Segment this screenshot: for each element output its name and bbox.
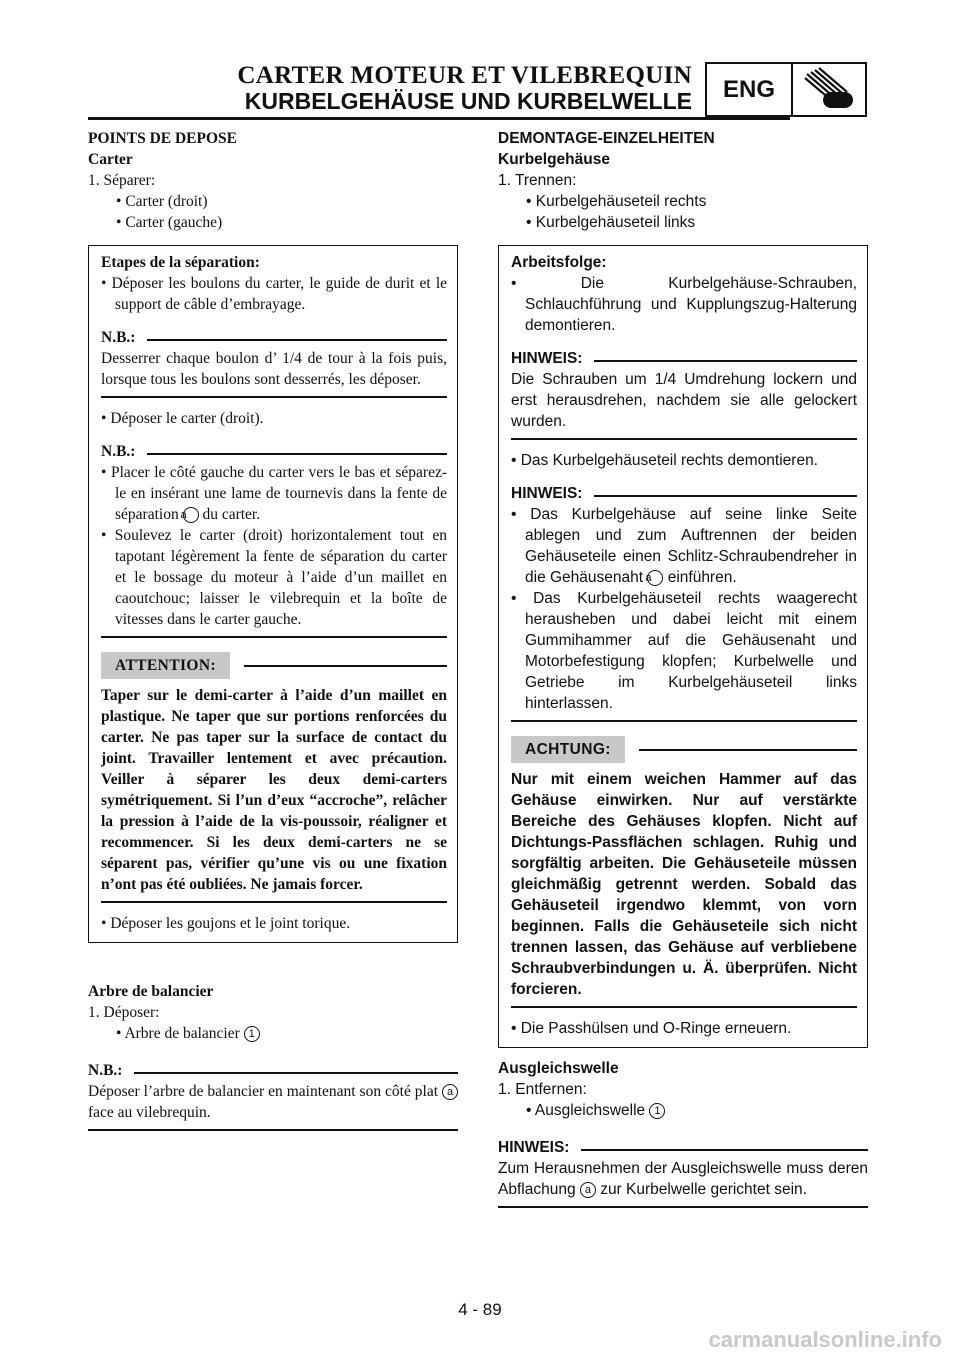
column-german <box>498 128 868 1218</box>
divider <box>511 1006 857 1008</box>
caution-header: ATTENTION: <box>101 652 447 679</box>
bullet-item: • Das Kurbelgehäuseteil rechts demontieren. <box>511 452 818 469</box>
watermark: carmanualsonline.info <box>708 1327 942 1352</box>
subsection-heading: Ausgleichswelle <box>498 1060 619 1077</box>
header-title-fr: CARTER MOTEUR ET VILEBREQUIN <box>237 62 692 89</box>
note-header: N.B.: <box>101 441 447 462</box>
box-heading: Etapes de la séparation: <box>101 254 260 271</box>
callout-mark: 1 <box>244 1026 260 1042</box>
divider <box>511 720 857 722</box>
header-title-de: KURBELGEHÄUSE UND KURBELWELLE <box>244 88 692 114</box>
note-header: HINWEIS: <box>511 483 857 504</box>
list-item: • Carter (droit) <box>116 193 208 210</box>
bullet-item: • Déposer les boulons du carter, le guide de durit et le support de câble d’embrayage. <box>101 275 448 313</box>
language-badge: ENG <box>705 62 793 117</box>
subsection-heading: Kurbelgehäuse <box>498 151 610 168</box>
section-heading: POINTS DE DEPOSE <box>88 130 238 147</box>
divider <box>88 1129 458 1131</box>
column-french <box>88 128 458 1141</box>
step-label: 1. Séparer: <box>88 172 156 189</box>
caution-text: Nur mit einem weichen Hammer auf das Gehäuse einwirken. Nur auf verstärkte Bereiche des Gehäuses klopfen. Nicht auf Dichtungs-Passflächen schlagen. Ruhig und sorgfältig arbeiten. Die Gehäuseteile müssen gleichmäßig getrennt werden. Sobald das Gehäuseteil irgendwo klemmt, von vorn beginnen. Falls die Gehäuseteile sich nicht trennen lassen, das Gehäuse auf verbliebene Schraubverbindungen u. Ä. überprüfen. Nicht forcieren. <box>511 771 857 998</box>
divider <box>101 636 447 638</box>
callout-mark: a <box>183 507 199 523</box>
note-header: HINWEIS: <box>511 348 857 369</box>
header-rule <box>88 117 790 120</box>
step-label: 1. Trennen: <box>498 172 577 189</box>
box-heading: Arbeitsfolge: <box>511 254 607 271</box>
subsection-heading: Carter <box>88 151 133 168</box>
step-label: 1. Entfernen: <box>498 1081 587 1098</box>
bullet-item: • Die Passhülsen und O-Ringe erneuern. <box>511 1020 792 1037</box>
note-text: Zum Herausnehmen der Ausgleichswelle muss deren Abflachung a zur Kurbelwelle gerichtet sein. <box>498 1160 868 1198</box>
caution-text: Taper sur le demi-carter à l’aide d’un maillet en plastique. Ne taper que sur portions renforcées du carter. Ne pas taper sur la surface de contact du joint. Travailler lentement et avec précaution. Veiller à séparer les deux demi-carters symétriquement. Si l’un d’eux “accroche”, relâcher la pression à l’aide de la vis-poussoir, réaligner et recommencer. Si les deux demi-carters ne se séparent pas, vérifier qu’une vis ou une fixation n’ont pas été oubliées. Ne jamais forcer. <box>101 687 447 893</box>
procedure-box <box>498 245 868 1048</box>
bullet-item: • Déposer le carter (droit). <box>101 410 264 427</box>
step-label: 1. Déposer: <box>88 1004 160 1021</box>
callout-mark: 1 <box>649 1103 665 1119</box>
bullet-item: • Soulevez le carter (droit) horizontalement tout en tapotant légèrement la fente de séparation du carter et le bossage du moteur à l’aide d’un maillet en caoutchouc; laisser le vilebrequin et la boîte de vitesses dans le carter gauche. <box>101 527 447 628</box>
list-item: • Kurbelgehäuseteil links <box>526 214 696 231</box>
note-header: N.B.: <box>88 1060 458 1081</box>
divider <box>498 1206 868 1208</box>
callout-mark: a <box>442 1084 458 1100</box>
divider <box>511 438 857 440</box>
procedure-box <box>88 245 458 943</box>
subsection-heading: Arbre de balancier <box>88 983 214 1000</box>
bullet-item: • Déposer les goujons et le joint torique. <box>101 915 351 932</box>
note-text: Die Schrauben um 1/4 Umdrehung lockern und erst herausdrehen, nachdem sie alle gelockert wurden. <box>511 371 857 430</box>
note-header: N.B.: <box>101 327 447 348</box>
bullet-item: • Das Kurbelgehäuse auf seine linke Seite ablegen und zum Auftrennen der beiden Gehäuseteile einen Schlitz-Schraubendreher in die Gehäusenaht a einführen. <box>511 506 857 586</box>
note-header: HINWEIS: <box>498 1137 868 1158</box>
bullet-item: • Placer le côté gauche du carter vers le bas et séparez-le en insérant une lame de tournevis dans la fente de séparation a du carter. <box>101 464 447 523</box>
list-item: • Arbre de balancier 1 <box>88 1023 458 1044</box>
note-text: Déposer l’arbre de balancier en maintenant son côté plat a face au vilebrequin. <box>88 1081 458 1123</box>
list-item: • Carter (gauche) <box>116 214 223 231</box>
note-text: Desserrer chaque boulon d’ 1/4 de tour à la fois puis, lorsque tous les boulons sont desserrés, les déposer. <box>101 350 447 388</box>
callout-mark: a <box>647 570 663 586</box>
list-item: • Ausgleichswelle 1 <box>498 1100 868 1121</box>
bullet-item: • Das Kurbelgehäuseteil rechts waagerecht herausheben und dabei leicht mit einem Gummihammer auf die Gehäusenaht und Motorbefestigung klopfen; Kurbelwelle und Getriebe im Kurbelgehäuseteil links hinterlassen. <box>511 590 858 712</box>
divider <box>101 396 447 398</box>
engine-wrench-icon <box>793 62 867 117</box>
divider <box>101 901 447 903</box>
caution-header: ACHTUNG: <box>511 736 857 763</box>
section-heading: DEMONTAGE-EINZELHEITEN <box>498 130 715 147</box>
bullet-item: • Die Kurbelgehäuse-Schrauben, Schlauchführung und Kupplungszug-Halterung demontieren. <box>511 275 858 334</box>
callout-mark: a <box>580 1182 596 1198</box>
list-item: • Kurbelgehäuseteil rechts <box>526 193 707 210</box>
page-number: 4 - 89 <box>458 1300 502 1319</box>
